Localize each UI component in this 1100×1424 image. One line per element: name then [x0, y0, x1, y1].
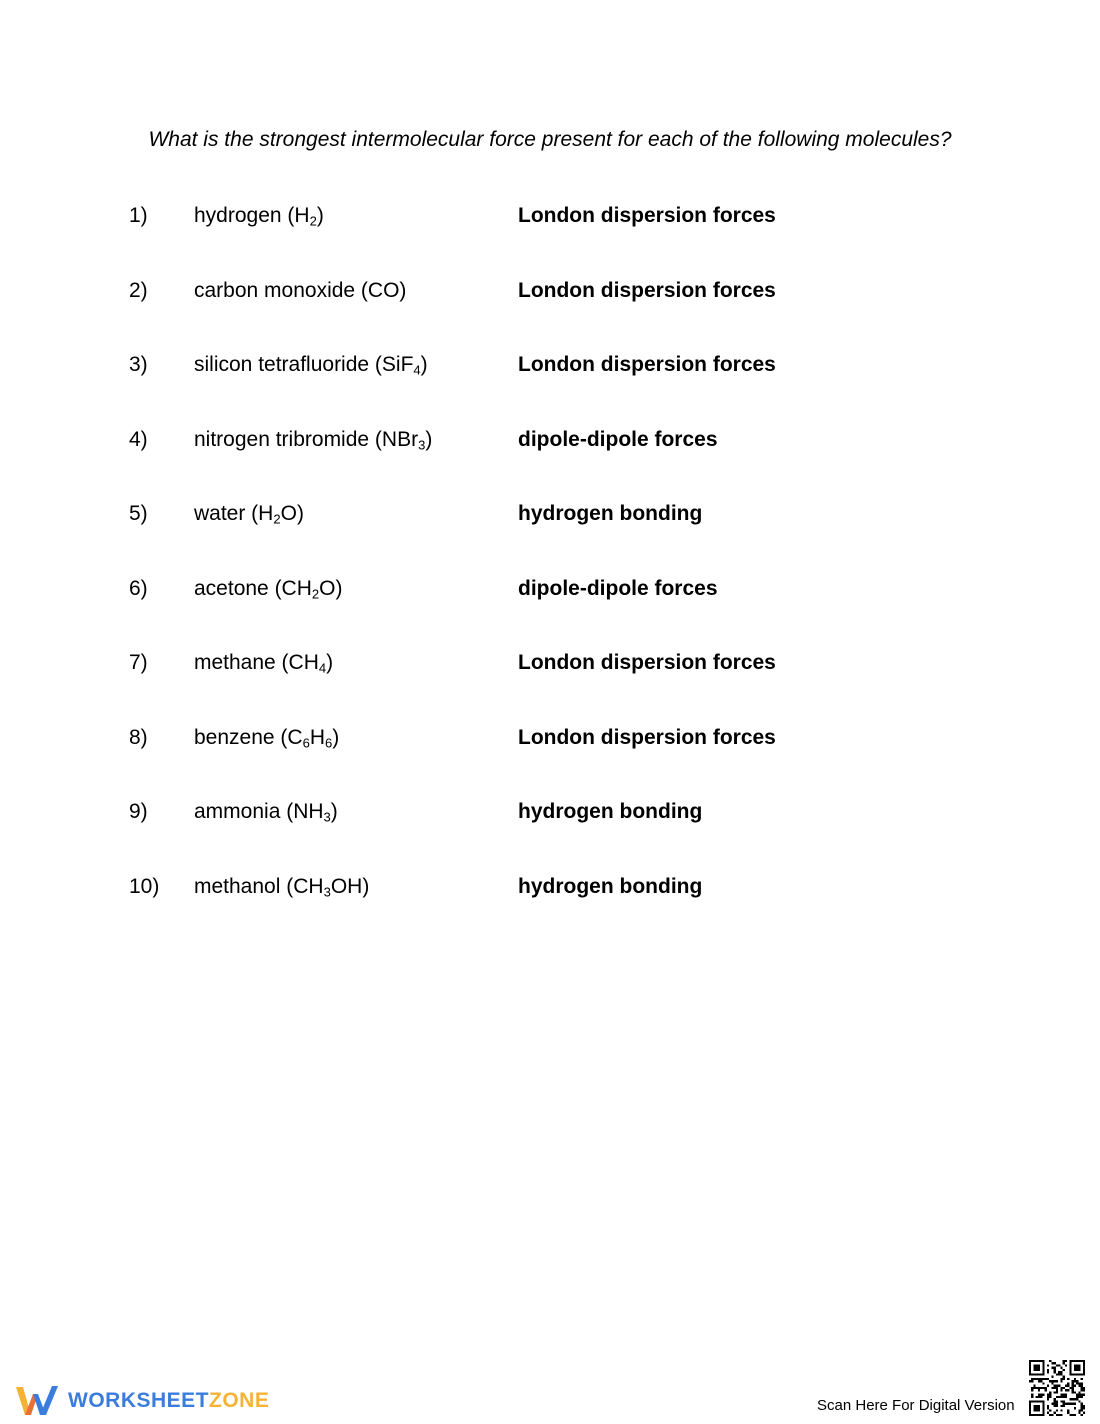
- brand-name: [68, 1389, 269, 1413]
- question-number: 10): [129, 874, 160, 898]
- molecule-name: [194, 800, 338, 824]
- molecule-name: [194, 651, 333, 675]
- molecule-name: [194, 279, 406, 303]
- molecule-name-text: carbon monoxide (CO): [194, 278, 407, 302]
- molecule-name-text: O): [319, 576, 343, 600]
- molecule-name-text: acetone (CH: [194, 576, 312, 600]
- formula-subscript: 4: [413, 362, 421, 378]
- molecule-name-text: hydrogen (H: [194, 204, 310, 227]
- qr-code-icon[interactable]: [1029, 1360, 1085, 1416]
- question-number: 2): [129, 278, 148, 302]
- formula-subscript: 2: [311, 585, 320, 601]
- molecule-name-text: benzene (C: [194, 725, 303, 749]
- question-item: [0, 867, 1100, 942]
- answer-text: London dispersion forces: [518, 278, 776, 302]
- molecule-name-text: ): [326, 651, 334, 674]
- molecule-name: [194, 726, 339, 750]
- molecule-name: [194, 204, 324, 228]
- formula-subscript: 2: [273, 511, 281, 527]
- question-number: 4): [129, 427, 148, 451]
- formula-subscript: 3: [323, 883, 331, 899]
- molecule-name-text: nitrogen tribromide (NBr: [194, 427, 419, 451]
- answer-text: London dispersion forces: [518, 651, 776, 674]
- molecule-name-text: ): [316, 204, 324, 227]
- molecule-name-text: methanol (CH: [194, 874, 324, 898]
- molecule-name: [194, 577, 342, 601]
- question-number: 7): [129, 651, 148, 674]
- question-number: 1): [129, 204, 148, 227]
- formula-subscript: 6: [325, 734, 333, 750]
- molecule-name-text: H: [309, 725, 325, 749]
- brand-name-accent: ZONE: [209, 1389, 270, 1412]
- answer-text: hydrogen bonding: [518, 502, 703, 525]
- question-number: 6): [129, 576, 148, 600]
- molecule-name-text: water (H: [194, 502, 274, 525]
- molecule-name-text: ammonia (NH: [194, 800, 324, 823]
- formula-subscript: 4: [318, 660, 327, 676]
- molecule-name-text: silicon tetrafluoride (SiF: [194, 353, 414, 376]
- question-item: [0, 494, 1100, 569]
- question-item: [0, 345, 1100, 420]
- worksheetzone-logo-icon: [14, 1384, 60, 1418]
- question-item: [0, 792, 1100, 867]
- question-item: [0, 271, 1100, 346]
- molecule-name-text: ): [420, 353, 428, 376]
- molecule-name-text: O): [280, 502, 304, 525]
- scan-caption: Scan Here For Digital Version: [817, 1397, 1015, 1414]
- question-number: 5): [129, 502, 148, 525]
- formula-subscript: 3: [418, 436, 426, 452]
- molecule-name-text: ): [332, 725, 340, 749]
- question-item: [0, 718, 1100, 793]
- molecule-name: [194, 502, 304, 526]
- formula-subscript: 6: [302, 734, 310, 750]
- question-item: [0, 420, 1100, 495]
- molecule-name-text: ): [425, 427, 433, 451]
- answer-text: London dispersion forces: [518, 725, 776, 749]
- answer-text: London dispersion forces: [518, 353, 776, 376]
- molecule-name-text: methane (CH: [194, 651, 319, 674]
- question-item: [0, 196, 1100, 271]
- answer-text: dipole-dipole forces: [518, 427, 718, 451]
- molecule-name: [194, 353, 428, 377]
- question-item: [0, 569, 1100, 644]
- answer-text: dipole-dipole forces: [518, 576, 718, 600]
- brand-logo: [14, 1383, 269, 1419]
- formula-subscript: 3: [323, 809, 331, 825]
- instructions: What is the strongest intermolecular force present for each of the following molecules?: [148, 128, 952, 151]
- answer-text: hydrogen bonding: [518, 800, 703, 823]
- question-item: [0, 643, 1100, 718]
- question-list: [0, 196, 1100, 941]
- molecule-name: [194, 875, 369, 899]
- question-number: 9): [129, 800, 148, 823]
- answer-text: London dispersion forces: [518, 204, 776, 227]
- brand-name-main: WORKSHEET: [68, 1389, 209, 1412]
- formula-subscript: 2: [309, 213, 317, 229]
- answer-text: hydrogen bonding: [518, 874, 703, 898]
- molecule-name: [194, 428, 432, 452]
- question-number: 3): [129, 353, 148, 376]
- molecule-name-text: OH): [330, 874, 370, 898]
- question-number: 8): [129, 725, 148, 749]
- molecule-name-text: ): [330, 800, 338, 823]
